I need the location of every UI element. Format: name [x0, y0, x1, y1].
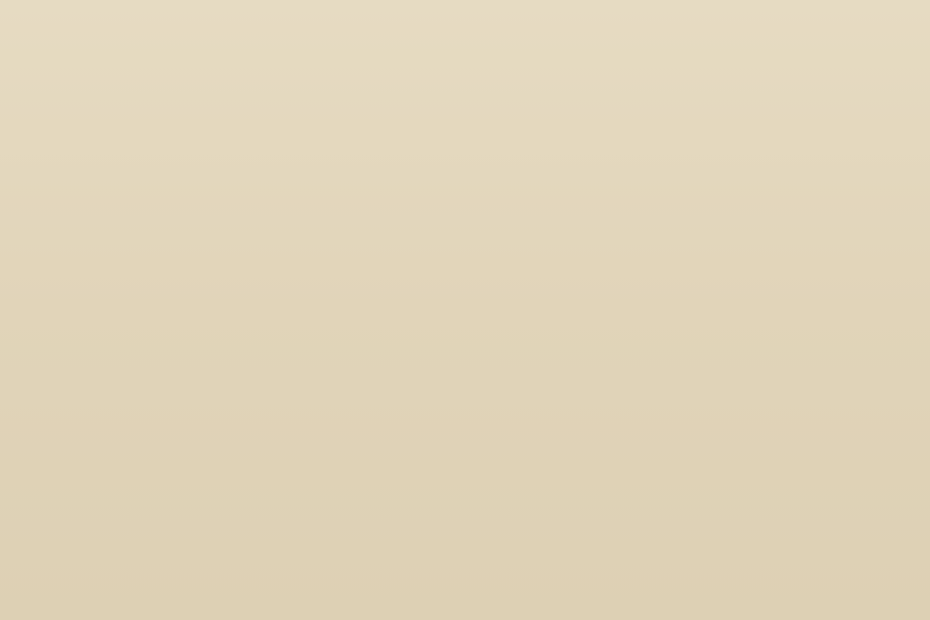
article-line-6: [0, 207, 930, 249]
article-line-7: [0, 249, 930, 291]
article-line-4: [0, 125, 930, 167]
article-line-15: [0, 579, 930, 620]
article-line-2: [0, 42, 930, 84]
article-line-3: [0, 83, 930, 125]
article-line-10: [0, 372, 930, 414]
article-line-9: [0, 331, 930, 373]
article-line-1: [0, 0, 930, 42]
article-line-14: [0, 538, 930, 580]
article-line-8: [0, 290, 930, 332]
article-line-12: [0, 455, 930, 497]
article-line-5: [0, 166, 930, 208]
article-line-13: [0, 496, 930, 538]
article-line-11: [0, 414, 930, 456]
